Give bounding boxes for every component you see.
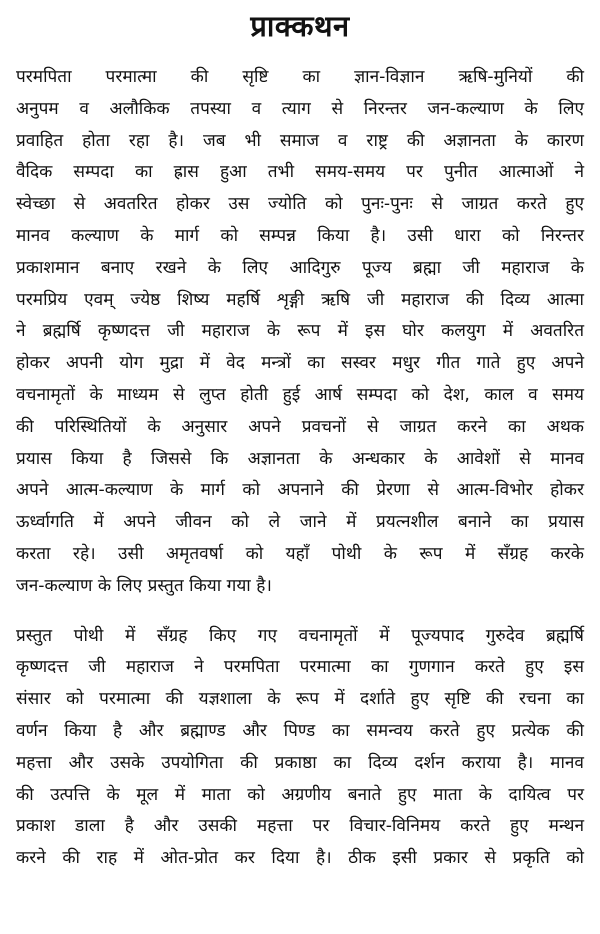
text-line: अपने आत्म-कल्याण के मार्ग को अपनाने की प्रेरणा से आत्म-विभोर होकर [16,480,584,501]
text-line: ने ब्रह्मर्षि कृष्णदत्त जी महाराज के रूप में इस घोर कलयुग में अवतरित [16,321,584,342]
paragraph-1 [16,62,584,603]
text-line: प्रयास किया है जिससे कि अज्ञानता के अन्धकार के आवेशों से मानव [16,448,584,469]
text-line: मानव कल्याण के मार्ग को सम्पन्न किया है। उसी धारा को निरन्तर [16,225,584,246]
text-line: वर्णन किया है और ब्रह्माण्ड और पिण्ड का समन्वय करते हुए प्रत्येक की [16,720,584,741]
text-line: स्वेच्छा से अवतरित होकर उस ज्योति को पुनः-पुनः से जाग्रत करते हुए [16,194,584,215]
text-line: प्रकाश डाला है और उसकी महत्ता पर विचार-विनिमय करते हुए मन्थन [16,816,584,837]
text-line: प्रस्तुत पोथी में सँग्रह किए गए वचनामृतों में पूज्यपाद गुरुदेव ब्रह्मर्षि [16,625,584,646]
paragraph-2 [16,621,584,875]
text-line: प्रवाहित होता रहा है। जब भी समाज व राष्ट्र की अज्ञानता के कारण [16,130,584,151]
text-line: वैदिक सम्पदा का ह्रास हुआ तभी समय-समय पर पुनीत आत्माओं ने [16,162,584,183]
text-line: प्रकाशमान बनाए रखने के लिए आदिगुरु पूज्य ब्रह्मा जी महाराज के [16,257,584,278]
text-line: महत्ता और उसके उपयोगिता की प्रकाष्ठा का दिव्य दर्शन कराया है। मानव [16,752,584,773]
text-line: वचनामृतों के माध्यम से लुप्त होती हुई आर्ष सम्पदा को देश, काल व समय [16,384,584,405]
text-line: करने की राह में ओत-प्रोत कर दिया है। ठीक इसी प्रकार से प्रकृति को [16,848,584,869]
text-line: की उत्पत्ति के मूल में माता को अग्रणीय बनाते हुए माता के दायित्व पर [16,784,584,805]
text-line: संसार को परमात्मा की यज्ञशाला के रूप में दर्शाते हुए सृष्टि की रचना का [16,689,584,710]
text-line: अनुपम व अलौकिक तपस्या व त्याग से निरन्तर जन-कल्याण के लिए [16,98,584,119]
page-title: प्राक्कथन [250,9,350,43]
text-line: करता रहे। उसी अमृतवर्षा को यहाँ पोथी के रूप में सँग्रह करके [16,543,584,564]
text-line: की परिस्थितियों के अनुसार अपने प्रवचनों से जाग्रत करने का अथक [16,416,584,437]
text-line: परमपिता परमात्मा की सृष्टि का ज्ञान-विज्ञान ऋषि-मुनियों की [16,67,584,87]
text-line: होकर अपनी योग मुद्रा में वेद मन्त्रों का सस्वर मधुर गीत गाते हुए अपने [16,353,584,374]
text-line: कृष्णदत्त जी महाराज ने परमपिता परमात्मा का गुणगान करते हुए इस [16,657,584,678]
text-line: जन-कल्याण के लिए प्रस्तुत किया गया है। [16,575,272,596]
text-line: परमप्रिय एवम् ज्येष्ठ शिष्य महर्षि शृङ्गी ऋषि जी महाराज की दिव्य आत्मा [16,289,584,310]
text-line: ऊर्ध्वागति में अपने जीवन को ले जाने में प्रयत्नशील बनाने का प्रयास [16,512,584,533]
